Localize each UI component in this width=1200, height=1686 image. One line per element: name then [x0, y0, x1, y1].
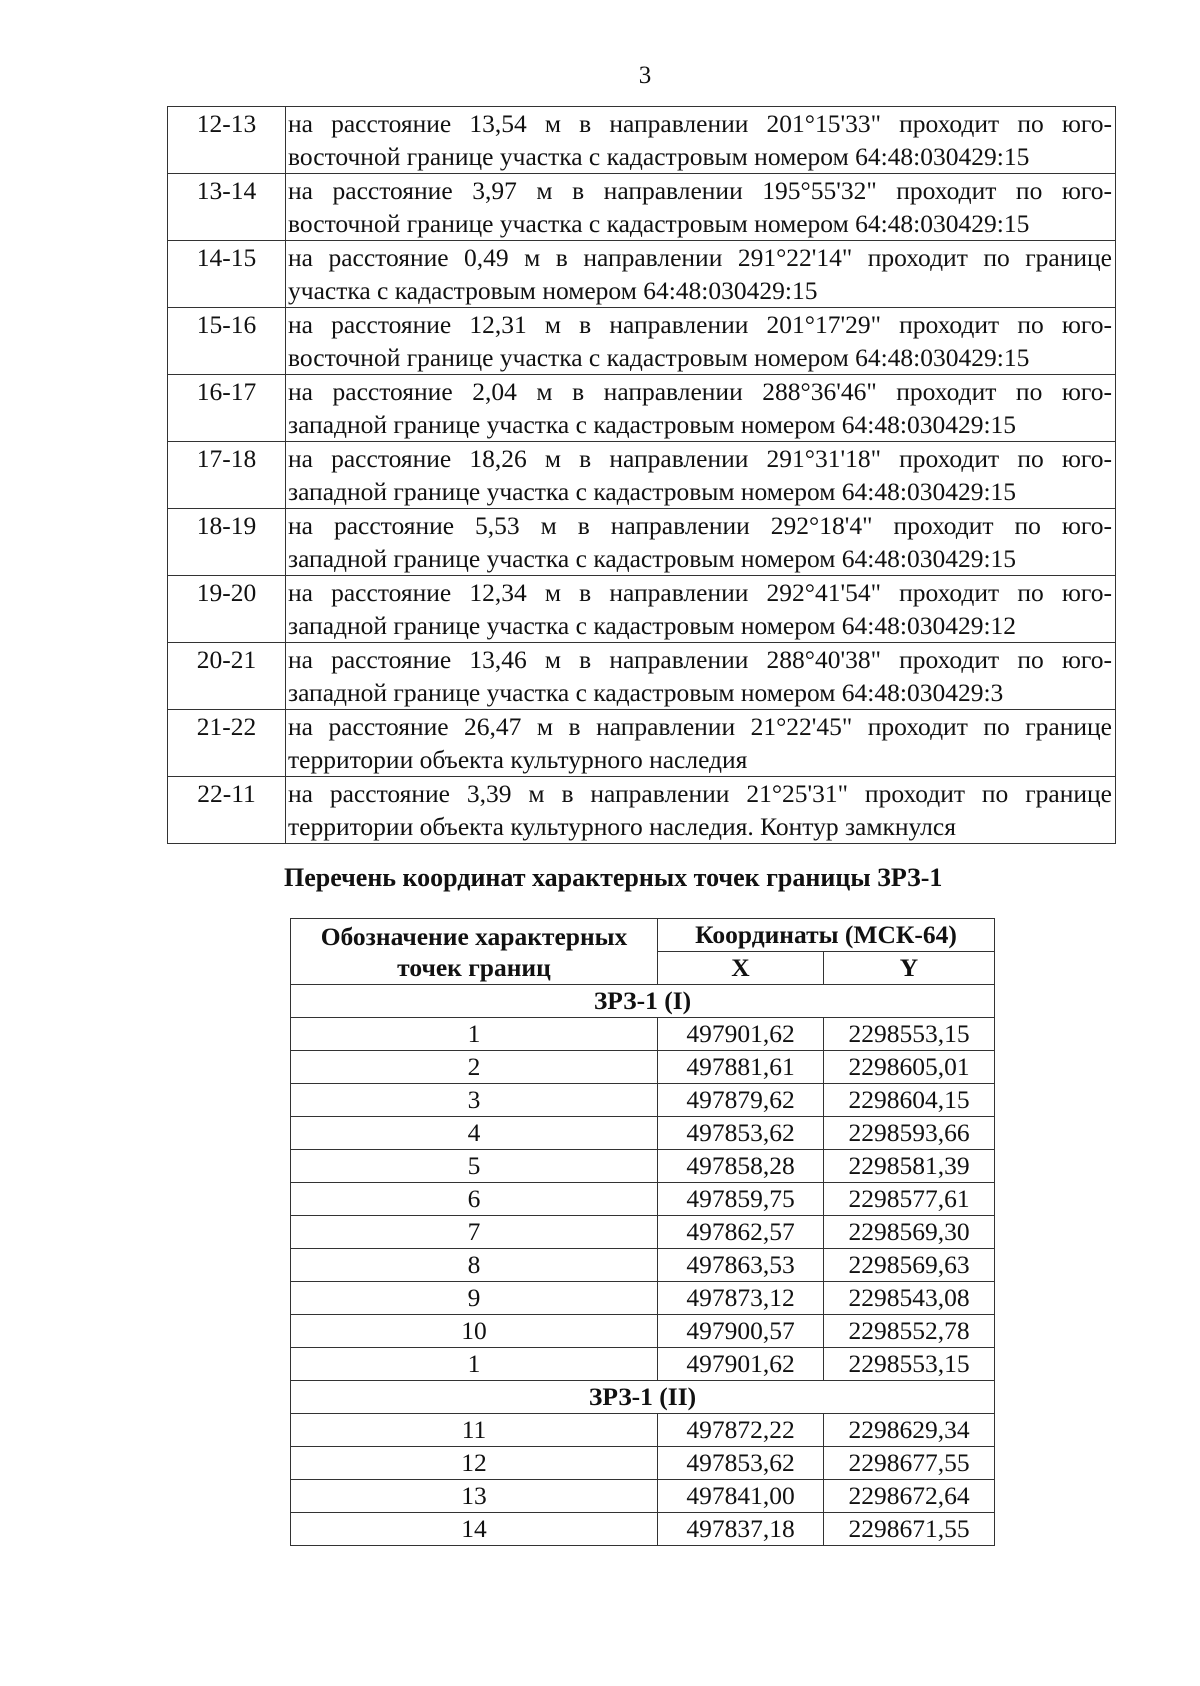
coord-x: 497872,22	[658, 1414, 824, 1447]
segment-row	[168, 174, 1116, 241]
segment-row	[168, 643, 1116, 710]
segment-row	[168, 442, 1116, 509]
coord-x: 497901,62	[658, 1348, 824, 1381]
segment-id: 18-19	[168, 509, 286, 576]
coord-y: 2298569,30	[824, 1216, 995, 1249]
segment-description-line1: на расстояние 2,04 м в направлении 288°36'46" проходит по юго-	[288, 377, 1112, 406]
point-label: 6	[291, 1183, 658, 1216]
coords-group-name: ЗРЗ-1 (I)	[291, 985, 995, 1018]
coord-x: 497900,57	[658, 1315, 824, 1348]
coord-x: 497858,28	[658, 1150, 824, 1183]
coord-x: 497841,00	[658, 1480, 824, 1513]
coords-row	[291, 1117, 995, 1150]
coords-row	[291, 1414, 995, 1447]
coords-row	[291, 1084, 995, 1117]
coords-row	[291, 1018, 995, 1051]
segment-id: 22-11	[168, 777, 286, 844]
segment-description-line2: участка с кадастровым номером 64:48:030429:15	[288, 276, 818, 305]
segment-id: 13-14	[168, 174, 286, 241]
segment-row	[168, 241, 1116, 308]
segment-description-line2: западной границе участка с кадастровым номером 64:48:030429:15	[288, 410, 1017, 439]
coords-row	[291, 1447, 995, 1480]
point-label: 5	[291, 1150, 658, 1183]
coords-row	[291, 1315, 995, 1348]
coords-group-row	[291, 1381, 995, 1414]
segment-description	[286, 643, 1116, 710]
coords-row	[291, 1051, 995, 1084]
segment-description	[286, 442, 1116, 509]
coordinates-table	[290, 918, 995, 1546]
point-label: 12	[291, 1447, 658, 1480]
point-label: 9	[291, 1282, 658, 1315]
segment-row	[168, 710, 1116, 777]
coord-x: 497862,57	[658, 1216, 824, 1249]
segment-description-line1: на расстояние 0,49 м в направлении 291°22'14" проходит по границе	[288, 243, 1112, 272]
segment-id: 15-16	[168, 308, 286, 375]
segment-description-line1: на расстояние 12,34 м в направлении 292°41'54" проходит по юго-	[288, 578, 1112, 607]
coord-y: 2298569,63	[824, 1249, 995, 1282]
segment-id: 12-13	[168, 107, 286, 174]
coords-group-row	[291, 985, 995, 1018]
coord-x: 497859,75	[658, 1183, 824, 1216]
segment-row	[168, 107, 1116, 174]
coords-row	[291, 1348, 995, 1381]
segment-description	[286, 375, 1116, 442]
segment-description-line2: западной границе участка с кадастровым номером 64:48:030429:15	[288, 477, 1017, 506]
coord-x: 497853,62	[658, 1447, 824, 1480]
point-label: 8	[291, 1249, 658, 1282]
coord-x: 497881,61	[658, 1051, 824, 1084]
coord-y: 2298553,15	[824, 1348, 995, 1381]
coords-row	[291, 1480, 995, 1513]
point-label: 1	[291, 1018, 658, 1051]
coords-row	[291, 1249, 995, 1282]
coords-group-name: ЗРЗ-1 (II)	[291, 1381, 995, 1414]
segment-description-line2: восточной границе участка с кадастровым номером 64:48:030429:15	[288, 343, 1030, 372]
coord-y: 2298552,78	[824, 1315, 995, 1348]
segment-description-line1: на расстояние 26,47 м в направлении 21°22'45" проходит по границе	[288, 712, 1112, 741]
header-points: Обозначение характерных точек границ	[291, 919, 658, 985]
segment-row	[168, 308, 1116, 375]
segment-description-line2: территории объекта культурного наследия	[288, 745, 748, 774]
coords-row	[291, 1150, 995, 1183]
coords-section-title: Перечень координат характерных точек границы ЗРЗ-1	[284, 863, 943, 892]
segment-id: 21-22	[168, 710, 286, 777]
coord-y: 2298593,66	[824, 1117, 995, 1150]
segment-id: 17-18	[168, 442, 286, 509]
segment-description	[286, 174, 1116, 241]
coord-y: 2298577,61	[824, 1183, 995, 1216]
coord-y: 2298629,34	[824, 1414, 995, 1447]
segment-description-line2: западной границе участка с кадастровым номером 64:48:030429:12	[288, 611, 1017, 640]
segment-description-line1: на расстояние 18,26 м в направлении 291°31'18" проходит по юго-	[288, 444, 1112, 473]
segment-id: 14-15	[168, 241, 286, 308]
coord-x: 497863,53	[658, 1249, 824, 1282]
segment-row	[168, 576, 1116, 643]
coord-y: 2298553,15	[824, 1018, 995, 1051]
page-number: 3	[638, 62, 652, 89]
coord-y: 2298604,15	[824, 1084, 995, 1117]
segment-description-line2: западной границе участка с кадастровым номером 64:48:030429:15	[288, 544, 1017, 573]
coords-row	[291, 1282, 995, 1315]
coord-y: 2298677,55	[824, 1447, 995, 1480]
segment-description	[286, 576, 1116, 643]
segment-description-line1: на расстояние 13,54 м в направлении 201°15'33" проходит по юго-	[288, 109, 1112, 138]
segment-description	[286, 509, 1116, 576]
point-label: 2	[291, 1051, 658, 1084]
segment-id: 16-17	[168, 375, 286, 442]
segment-description	[286, 710, 1116, 777]
coord-y: 2298543,08	[824, 1282, 995, 1315]
point-label: 14	[291, 1513, 658, 1546]
coords-header-row	[291, 919, 995, 952]
segment-row	[168, 777, 1116, 844]
point-label: 3	[291, 1084, 658, 1117]
segment-description-line2: территории объекта культурного наследия. Контур замкнулся	[288, 812, 956, 841]
segment-description-line2: западной границе участка с кадастровым номером 64:48:030429:3	[288, 678, 1004, 707]
segment-description-line2: восточной границе участка с кадастровым номером 64:48:030429:15	[288, 142, 1030, 171]
coord-x: 497879,62	[658, 1084, 824, 1117]
segment-description	[286, 107, 1116, 174]
point-label: 13	[291, 1480, 658, 1513]
segment-description-line1: на расстояние 3,39 м в направлении 21°25'31" проходит по границе	[288, 779, 1112, 808]
coords-row	[291, 1513, 995, 1546]
coord-x: 497873,12	[658, 1282, 824, 1315]
segment-description	[286, 308, 1116, 375]
segment-description-line1: на расстояние 12,31 м в направлении 201°17'29" проходит по юго-	[288, 310, 1112, 339]
point-label: 11	[291, 1414, 658, 1447]
coord-x: 497901,62	[658, 1018, 824, 1051]
coords-row	[291, 1183, 995, 1216]
segment-row	[168, 375, 1116, 442]
point-label: 1	[291, 1348, 658, 1381]
point-label: 4	[291, 1117, 658, 1150]
coord-y: 2298581,39	[824, 1150, 995, 1183]
segment-id: 20-21	[168, 643, 286, 710]
segment-description-line1: на расстояние 3,97 м в направлении 195°55'32" проходит по юго-	[288, 176, 1112, 205]
segment-description-line2: восточной границе участка с кадастровым номером 64:48:030429:15	[288, 209, 1030, 238]
coord-y: 2298605,01	[824, 1051, 995, 1084]
segment-row	[168, 509, 1116, 576]
point-label: 10	[291, 1315, 658, 1348]
coord-y: 2298672,64	[824, 1480, 995, 1513]
point-label: 7	[291, 1216, 658, 1249]
coord-y: 2298671,55	[824, 1513, 995, 1546]
segment-id: 19-20	[168, 576, 286, 643]
header-coords: Координаты (МСК-64)	[658, 919, 995, 952]
segment-description	[286, 777, 1116, 844]
header-y: Y	[824, 952, 995, 985]
header-x: X	[658, 952, 824, 985]
coord-x: 497837,18	[658, 1513, 824, 1546]
coords-row	[291, 1216, 995, 1249]
segment-description-line1: на расстояние 5,53 м в направлении 292°18'4" проходит по юго-	[288, 511, 1112, 540]
coord-x: 497853,62	[658, 1117, 824, 1150]
segment-description	[286, 241, 1116, 308]
segment-description-line1: на расстояние 13,46 м в направлении 288°40'38" проходит по юго-	[288, 645, 1112, 674]
boundary-segments-table	[167, 106, 1116, 844]
